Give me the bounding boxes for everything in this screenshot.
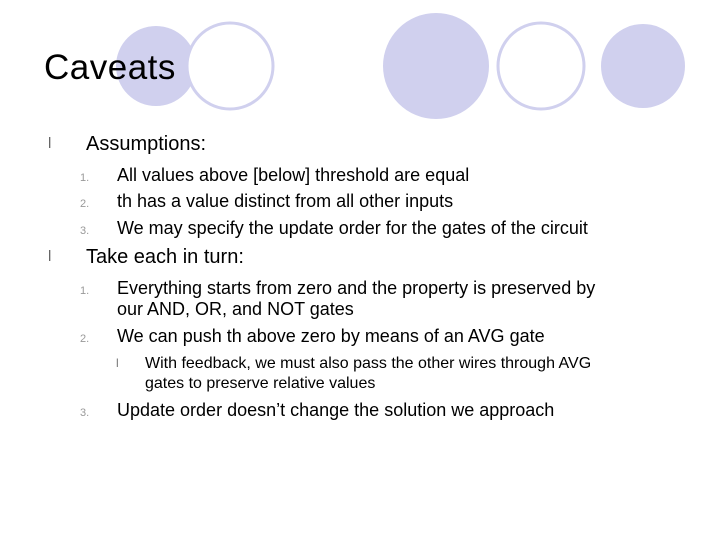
sub-text-line1: With feedback, we must also pass the other wires through AVG: [145, 355, 592, 372]
decorative-circle: [383, 13, 489, 119]
slide-title: Caveats: [44, 48, 176, 87]
decorative-circle: [498, 23, 584, 109]
item-text-line1: Everything starts from zero and the property is preserved by: [117, 278, 596, 298]
item-text: Update order doesn’t change the solution we approach: [117, 400, 555, 420]
bullet-marker: l: [48, 135, 52, 152]
bullet-marker: l: [48, 248, 52, 265]
item-number: 1.: [80, 285, 90, 297]
item-text: All values above [below] threshold are equal: [117, 165, 470, 185]
item-number: 3.: [80, 225, 90, 237]
item-text-line2: our AND, OR, and NOT gates: [117, 299, 354, 319]
decorative-circle: [601, 24, 685, 108]
bullet-text: Take each in turn:: [86, 246, 244, 268]
item-text: th has a value distinct from all other inputs: [117, 191, 454, 211]
item-text: We can push th above zero by means of an AVG gate: [117, 326, 545, 346]
item-number: 2.: [80, 198, 90, 210]
item-number: 2.: [80, 333, 90, 345]
decorative-circle: [187, 23, 273, 109]
item-number: 1.: [80, 172, 90, 184]
sub-text-line2: gates to preserve relative values: [145, 375, 376, 392]
bullet-marker: l: [116, 356, 119, 370]
bullet-text: Assumptions:: [86, 133, 207, 155]
item-text: We may specify the update order for the gates of the circuit: [117, 218, 588, 238]
item-number: 3.: [80, 407, 90, 419]
